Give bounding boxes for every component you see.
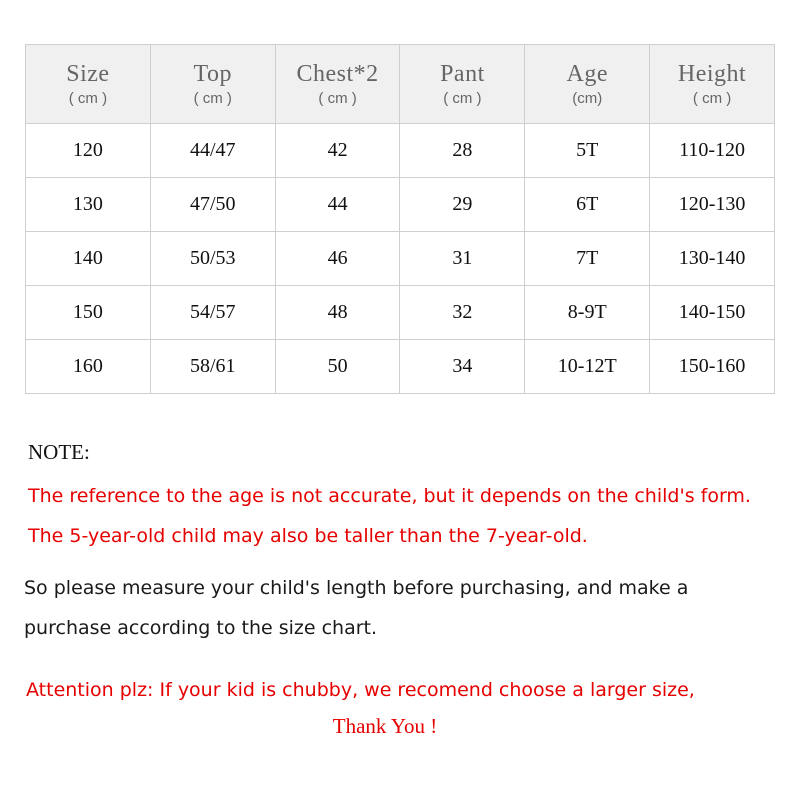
cell-top: 50/53	[150, 232, 275, 286]
header-label: Pant	[440, 61, 485, 87]
cell-height: 130-140	[650, 232, 775, 286]
cell-chest: 44	[275, 178, 400, 232]
header-label: Height	[677, 61, 747, 87]
header-unit: ( cm )	[193, 90, 232, 107]
header-unit: ( cm )	[318, 90, 357, 107]
age-disclaimer: The reference to the age is not accurate, but it depends on the child's form. The 5-year-old child may also be taller than the 7-year-old.	[28, 485, 751, 547]
cell-chest: 46	[275, 232, 400, 286]
cell-size: 160	[26, 340, 151, 394]
header-label: Top	[193, 61, 232, 87]
cell-age: 6T	[525, 178, 650, 232]
cell-chest: 42	[275, 124, 400, 178]
note-title: NOTE:	[28, 440, 90, 464]
cell-top: 54/57	[150, 286, 275, 340]
thank-you-text: Thank You !	[332, 714, 438, 738]
cell-chest: 50	[275, 340, 400, 394]
header-age	[525, 45, 650, 124]
header-top	[150, 45, 275, 124]
cell-height: 140-150	[650, 286, 775, 340]
header-label: Chest*2	[296, 61, 379, 87]
cell-pant: 31	[400, 232, 525, 286]
size-chart-table	[25, 44, 775, 394]
attention-note: Attention plz: If your kid is chubby, we recomend choose a larger size,	[26, 679, 695, 701]
table-header-row	[26, 45, 775, 124]
cell-age: 10-12T	[525, 340, 650, 394]
header-unit: ( cm )	[443, 90, 482, 107]
table-row	[26, 286, 775, 340]
cell-age: 8-9T	[525, 286, 650, 340]
cell-age: 7T	[525, 232, 650, 286]
header-pant	[400, 45, 525, 124]
table-row	[26, 232, 775, 286]
cell-height: 120-130	[650, 178, 775, 232]
cell-size: 150	[26, 286, 151, 340]
measure-advice: So please measure your child's length before purchasing, and make a purchase according to the size chart.	[24, 577, 689, 639]
header-height	[650, 45, 775, 124]
cell-height: 110-120	[650, 124, 775, 178]
table-row	[26, 124, 775, 178]
cell-pant: 32	[400, 286, 525, 340]
header-unit: ( cm )	[692, 90, 732, 107]
cell-pant: 34	[400, 340, 525, 394]
header-unit: (cm)	[572, 90, 603, 107]
header-label: Size	[66, 61, 110, 87]
cell-height: 150-160	[650, 340, 775, 394]
cell-top: 58/61	[150, 340, 275, 394]
cell-pant: 28	[400, 124, 525, 178]
cell-size: 130	[26, 178, 151, 232]
cell-top: 44/47	[150, 124, 275, 178]
cell-size: 140	[26, 232, 151, 286]
cell-size: 120	[26, 124, 151, 178]
table-row	[26, 178, 775, 232]
header-unit: ( cm )	[68, 90, 108, 107]
header-size	[26, 45, 151, 124]
table-row	[26, 340, 775, 394]
cell-pant: 29	[400, 178, 525, 232]
header-label: Age	[566, 61, 608, 87]
cell-age: 5T	[525, 124, 650, 178]
cell-chest: 48	[275, 286, 400, 340]
cell-top: 47/50	[150, 178, 275, 232]
header-chest	[275, 45, 400, 124]
